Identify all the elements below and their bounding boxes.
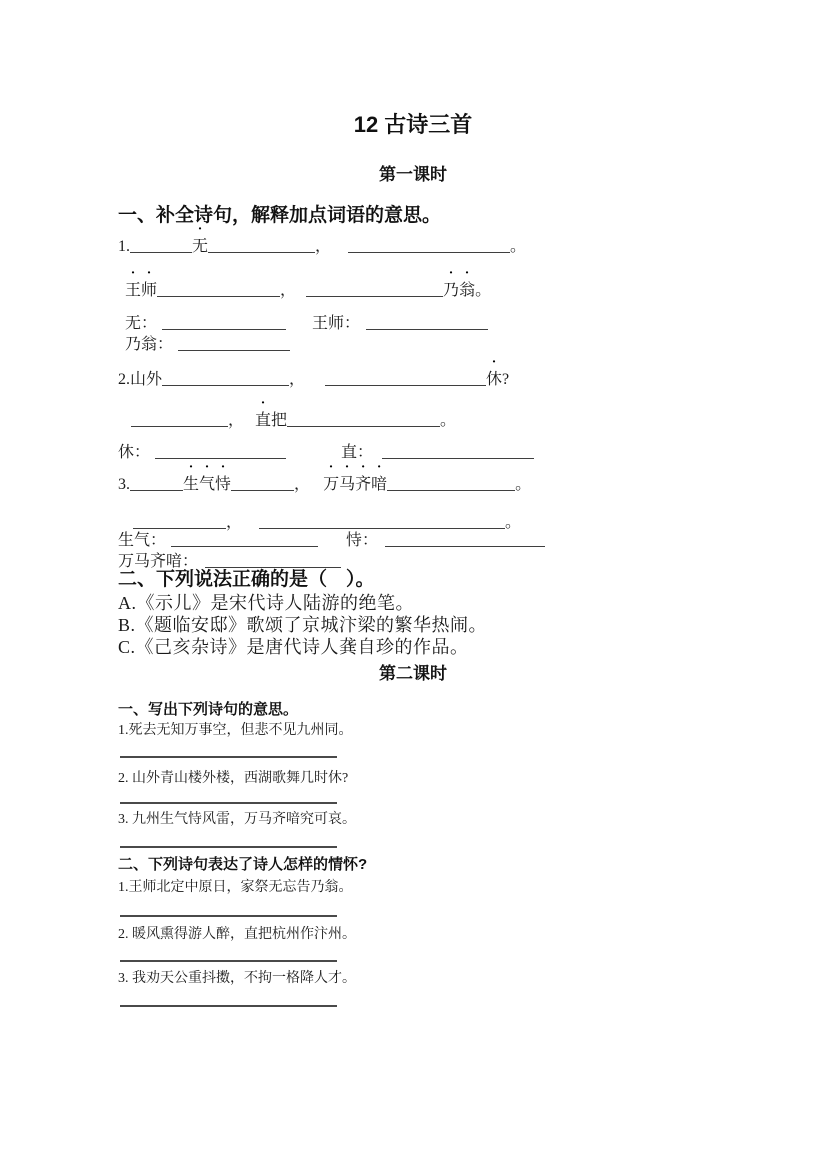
answer-blank xyxy=(130,487,183,491)
line-text: ， xyxy=(226,514,243,531)
spacer xyxy=(244,424,255,425)
choice-option: B.《题临安邸》歌颂了京城汴梁的繁华热闹。 xyxy=(118,615,488,635)
poem-sentence: 1.死去无知万事空，但悲不见九州同。 xyxy=(118,723,353,738)
line-text: 休： xyxy=(118,444,151,461)
spacer xyxy=(286,327,312,328)
fill-in-line xyxy=(125,277,491,300)
spacer xyxy=(318,544,346,545)
answer-line xyxy=(120,960,337,962)
poem-sentence: 2. 暖风熏得游人醉，直把杭州作汴州。 xyxy=(118,927,356,942)
fill-in-line xyxy=(125,331,290,354)
fill-in-line xyxy=(118,233,526,256)
page-title: 12 古诗三首 xyxy=(353,112,473,137)
answer-line xyxy=(120,846,337,848)
spacer xyxy=(331,250,348,251)
answer-blank xyxy=(325,382,486,386)
spacer xyxy=(310,488,323,489)
dotted-char: 师 xyxy=(141,282,158,299)
line-text: 2.山外 xyxy=(118,371,163,388)
line-text: 把 xyxy=(271,412,288,429)
line-text: 王师： xyxy=(312,315,361,332)
poem-sentence: 3. 九州生气恃风雷，万马齐喑究可哀。 xyxy=(118,812,356,827)
choice-option: C.《己亥杂诗》是唐代诗人龚自珍的作品。 xyxy=(118,637,469,657)
dotted-char: 翁 xyxy=(459,282,476,299)
answer-blank xyxy=(208,249,315,253)
answer-blank xyxy=(348,249,510,253)
line-text: ， xyxy=(228,412,245,429)
answer-line xyxy=(120,802,337,804)
fill-in-line xyxy=(131,407,456,430)
line-text: 乃翁： xyxy=(125,336,174,353)
line-text: 3. xyxy=(118,476,130,493)
fill-in-line xyxy=(118,527,545,550)
line-text: 。 xyxy=(505,514,522,531)
answer-blank xyxy=(366,326,488,330)
line-text: 恃： xyxy=(346,532,379,549)
answer-line xyxy=(120,915,337,917)
line-text: 。 xyxy=(510,238,527,255)
choice-option: A.《示儿》是宋代诗人陆游的绝笔。 xyxy=(118,593,414,613)
dotted-char: 无 xyxy=(192,238,209,255)
line-text: 直： xyxy=(341,444,374,461)
answer-line xyxy=(120,1005,337,1007)
answer-blank xyxy=(130,249,192,253)
line-text: ， xyxy=(315,238,332,255)
answer-blank xyxy=(231,487,294,491)
dotted-char: 气 xyxy=(199,476,216,493)
dotted-char: 喑 xyxy=(371,476,388,493)
poem-sentence: 2. 山外青山楼外楼，西湖歌舞几时休? xyxy=(118,771,349,786)
line-text: 。 xyxy=(440,412,457,429)
spacer xyxy=(378,544,385,545)
lesson1-heading: 第一课时 xyxy=(379,165,447,184)
answer-blank xyxy=(157,293,280,297)
answer-blank xyxy=(387,487,515,491)
dotted-char: 万 xyxy=(323,476,340,493)
line-text: 。 xyxy=(515,476,532,493)
dotted-char: 齐 xyxy=(355,476,372,493)
answer-blank xyxy=(162,382,289,386)
poem-sentence: 3. 我劝天公重抖擞，不拘一格降人才。 xyxy=(118,971,356,986)
lesson2-heading: 第二课时 xyxy=(379,664,447,683)
fill-in-line xyxy=(118,471,531,494)
spacer xyxy=(373,456,382,457)
dotted-char: 恃 xyxy=(215,476,232,493)
line-text: 无： xyxy=(125,315,158,332)
line-text: ， xyxy=(294,476,311,493)
dotted-char: 休 xyxy=(486,371,503,388)
spacer xyxy=(305,383,325,384)
line-text: 。 xyxy=(475,282,492,299)
line-text: 生气： xyxy=(118,532,167,549)
lesson1-part2-heading: 二、下列说法正确的是（ ）。 xyxy=(118,569,375,590)
dotted-char: 生 xyxy=(183,476,200,493)
answer-blank xyxy=(162,326,286,330)
line-text: 万马齐喑： xyxy=(118,553,199,570)
line-text: ， xyxy=(289,371,306,388)
poem-sentence: 1.王师北定中原日，家祭无忘告乃翁。 xyxy=(118,880,353,895)
answer-blank xyxy=(178,347,290,351)
answer-blank xyxy=(171,543,318,547)
answer-blank xyxy=(385,543,545,547)
spacer xyxy=(286,456,341,457)
line-text: ， xyxy=(280,282,297,299)
answer-blank xyxy=(382,455,534,459)
answer-blank xyxy=(306,293,443,297)
answer-line xyxy=(120,756,337,758)
lesson1-part1-heading: 一、补全诗句，解释加点词语的意思。 xyxy=(118,205,442,226)
dotted-char: 直 xyxy=(255,412,272,429)
answer-blank xyxy=(131,423,228,427)
dotted-char: 乃 xyxy=(443,282,460,299)
lesson2-part1-heading: 一、写出下列诗句的意思。 xyxy=(118,701,299,718)
line-text: ? xyxy=(502,371,510,388)
line-text: 1. xyxy=(118,238,130,255)
spacer xyxy=(296,294,306,295)
answer-blank xyxy=(287,423,440,427)
fill-in-line xyxy=(118,439,534,462)
dotted-char: 马 xyxy=(339,476,356,493)
fill-in-line xyxy=(118,366,509,389)
lesson2-part2-heading: 二、下列诗句表达了诗人怎样的情怀? xyxy=(118,856,368,873)
fill-in-line xyxy=(125,310,488,333)
dotted-char: 王 xyxy=(125,282,142,299)
